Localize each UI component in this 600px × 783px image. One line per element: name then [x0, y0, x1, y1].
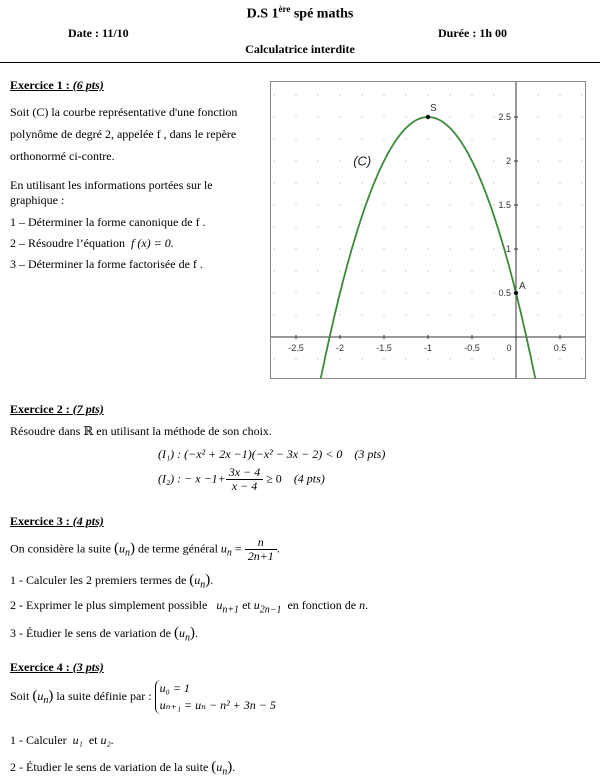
grid-dot	[361, 248, 362, 249]
grid-dot	[559, 94, 560, 95]
grid-dot	[361, 204, 362, 205]
grid-dot	[405, 138, 406, 139]
grid-dot	[339, 226, 340, 227]
grid-dot	[471, 248, 472, 249]
grid-dot	[559, 204, 560, 205]
grid-dot	[427, 160, 428, 161]
grid-dot	[295, 314, 296, 315]
grid-dot	[581, 248, 582, 249]
grid-dot	[471, 94, 472, 95]
grid-dot	[581, 182, 582, 183]
grid-dot	[493, 116, 494, 117]
grid-dot	[559, 292, 560, 293]
grid-dot	[383, 226, 384, 227]
grid-dot	[581, 116, 582, 117]
grid-dot	[427, 138, 428, 139]
grid-dot	[449, 248, 450, 249]
grid-dot	[295, 358, 296, 359]
grid-dot	[471, 314, 472, 315]
exercise-1-heading: Exercice 1 : (6 pts)	[10, 78, 104, 92]
function-graph	[270, 81, 586, 379]
grid-dot	[471, 226, 472, 227]
grid-dot	[383, 270, 384, 271]
grid-dot	[383, 116, 384, 117]
grid-dot	[581, 138, 582, 139]
grid-dot	[383, 138, 384, 139]
grid-dot	[559, 116, 560, 117]
grid-dot	[361, 270, 362, 271]
grid-dot	[405, 160, 406, 161]
grid-dot	[449, 314, 450, 315]
grid-dot	[581, 314, 582, 315]
grid-dot	[295, 204, 296, 205]
grid-dot	[427, 94, 428, 95]
grid-dot	[493, 248, 494, 249]
grid-dot	[449, 358, 450, 359]
grid-dot	[405, 204, 406, 205]
grid-dot	[339, 94, 340, 95]
grid-dot	[537, 204, 538, 205]
grid-dot	[317, 204, 318, 205]
grid-dot	[559, 138, 560, 139]
grid-dot	[405, 226, 406, 227]
grid-dot	[581, 204, 582, 205]
grid-dot	[427, 314, 428, 315]
grid-dot	[273, 204, 274, 205]
grid-dot	[383, 292, 384, 293]
header-divider	[0, 62, 600, 63]
grid-dot	[427, 226, 428, 227]
grid-dot	[471, 292, 472, 293]
grid-dot	[427, 358, 428, 359]
exercise-2-intro: Résoudre dans ℝ en utilisant la méthode de son choix.	[10, 424, 272, 438]
y-tick-label: 1.5	[498, 200, 511, 210]
exercise-2-heading: Exercice 2 : (7 pts)	[10, 402, 104, 416]
exercise-4-q1: 1 - Calculer u₁ et u₂.	[10, 733, 114, 747]
grid-dot	[537, 292, 538, 293]
grid-dot	[383, 204, 384, 205]
grid-dot	[273, 248, 274, 249]
grid-dot	[493, 94, 494, 95]
grid-dot	[537, 94, 538, 95]
grid-dot	[361, 314, 362, 315]
grid-dot	[449, 160, 450, 161]
x-tick-label: -1.5	[376, 343, 392, 353]
grid-dot	[317, 248, 318, 249]
grid-dot	[273, 94, 274, 95]
grid-dot	[581, 358, 582, 359]
exam-duration: Durée : 1h 00	[438, 26, 507, 40]
grid-dot	[339, 204, 340, 205]
grid-dot	[471, 358, 472, 359]
grid-dot	[273, 226, 274, 227]
grid-dot	[427, 204, 428, 205]
grid-dot	[273, 182, 274, 183]
grid-dot	[537, 270, 538, 271]
grid-dot	[361, 116, 362, 117]
grid-dot	[273, 138, 274, 139]
exercise-3-heading: Exercice 3 : (4 pts)	[10, 514, 104, 528]
grid-dot	[559, 226, 560, 227]
grid-dot	[449, 204, 450, 205]
page-title: D.S 1ère spé maths	[246, 4, 354, 22]
grid-dot	[295, 270, 296, 271]
grid-dot	[493, 226, 494, 227]
grid-dot	[273, 292, 274, 293]
inequality-1: (I₁) : (−x² + 2x −1)(−x² − 3x − 2) < 0 (3 pts)	[158, 447, 386, 461]
grid-dot	[537, 358, 538, 359]
grid-dot	[581, 226, 582, 227]
grid-dot	[383, 182, 384, 183]
y-tick-label: 0.5	[498, 288, 511, 298]
grid-dot	[361, 292, 362, 293]
grid-dot	[493, 182, 494, 183]
grid-dot	[449, 94, 450, 95]
grid-dot	[493, 358, 494, 359]
grid-dot	[493, 160, 494, 161]
x-tick-label: -2.5	[288, 343, 304, 353]
grid-dot	[295, 248, 296, 249]
grid-dot	[581, 160, 582, 161]
x-tick-label: 0	[506, 343, 512, 353]
grid-dot	[339, 270, 340, 271]
grid-dot	[581, 292, 582, 293]
grid-dot	[537, 138, 538, 139]
exercise-4-q2: 2 - Étudier le sens de variation de la suite $(u_n)$.	[10, 759, 236, 778]
exercise-3-q3: 3 - Étudier le sens de variation de $(u_n)$.	[10, 625, 198, 644]
grid-dot	[317, 314, 318, 315]
grid-dot	[361, 94, 362, 95]
curve-label: (C)	[353, 153, 372, 169]
calculator-note: Calculatrice interdite	[245, 42, 355, 56]
grid-dot	[295, 292, 296, 293]
grid-dot	[405, 94, 406, 95]
grid-dot	[471, 116, 472, 117]
grid-dot	[383, 248, 384, 249]
grid-dot	[295, 160, 296, 161]
grid-dot	[317, 138, 318, 139]
grid-dot	[339, 182, 340, 183]
grid-dot	[361, 358, 362, 359]
exercise-4-intro: Soit $(u_n)$ la suite définie par : u₀ = 1 uₙ₊₁ = uₙ − n² + 3n − 5	[10, 681, 276, 712]
grid-dot	[559, 358, 560, 359]
grid-dot	[405, 248, 406, 249]
x-tick-label: -0.5	[464, 343, 480, 353]
x-tick-label: -2	[335, 343, 345, 353]
grid-dot	[493, 204, 494, 205]
grid-dot	[295, 116, 296, 117]
grid-dot	[493, 138, 494, 139]
exercise-3-q2: 2 - Exprimer le plus simplement possible $u_{n+1}$ et $u_{2n-1}$ en fonction de n.	[10, 598, 369, 616]
grid-dot	[295, 182, 296, 183]
grid-dot	[427, 270, 428, 271]
exercise-1-text: Soit (C) la courbe représentative d'une fonction polynôme de degré 2, appelée f , dans le repère orthonormé ci-contre. En utilisant les informations portées sur le graphique : 1 – Déterminer la forme canonique de f . 2 – Résoudre l’équation f (x) = 0. 3 – Déterminer la forme factorisée de f .	[10, 105, 238, 271]
exam-date: Date : 11/10	[68, 26, 129, 40]
grid-dot	[273, 270, 274, 271]
grid-dot	[537, 226, 538, 227]
grid-dot	[405, 270, 406, 271]
graph-canvas	[271, 82, 585, 378]
grid-dot	[273, 116, 274, 117]
grid-dot	[361, 226, 362, 227]
point-a-marker	[514, 291, 518, 295]
grid-dot	[361, 138, 362, 139]
grid-dot	[471, 270, 472, 271]
grid-dot	[537, 160, 538, 161]
grid-dot	[493, 314, 494, 315]
grid-dot	[339, 358, 340, 359]
grid-dot	[537, 116, 538, 117]
y-tick-label: 2	[505, 156, 511, 166]
grid-dot	[449, 270, 450, 271]
grid-dot	[559, 314, 560, 315]
grid-dot	[449, 116, 450, 117]
point-s-label: S	[430, 103, 437, 114]
y-tick-label: 1	[505, 244, 511, 254]
grid-dot	[537, 182, 538, 183]
grid-dot	[471, 204, 472, 205]
grid-dot	[317, 226, 318, 227]
grid-dot	[273, 314, 274, 315]
grid-dot	[317, 160, 318, 161]
grid-dot	[493, 292, 494, 293]
grid-dot	[427, 248, 428, 249]
grid-dot	[559, 182, 560, 183]
grid-dot	[405, 116, 406, 117]
point-s-marker	[426, 115, 430, 119]
grid-dot	[427, 292, 428, 293]
grid-dot	[449, 292, 450, 293]
grid-dot	[427, 182, 428, 183]
grid-dot	[559, 160, 560, 161]
grid-dot	[273, 160, 274, 161]
grid-dot	[405, 314, 406, 315]
grid-dot	[449, 138, 450, 139]
grid-dot	[317, 116, 318, 117]
grid-dot	[383, 94, 384, 95]
grid-dot	[581, 270, 582, 271]
grid-dot	[471, 182, 472, 183]
grid-dot	[449, 226, 450, 227]
x-tick-label: 0.5	[553, 343, 567, 353]
grid-dot	[471, 138, 472, 139]
grid-dot	[449, 182, 450, 183]
grid-dot	[383, 314, 384, 315]
grid-dot	[317, 292, 318, 293]
grid-dot	[295, 94, 296, 95]
grid-dot	[581, 94, 582, 95]
grid-dot	[317, 270, 318, 271]
grid-dot	[339, 116, 340, 117]
grid-dot	[559, 248, 560, 249]
recurrence-system: u₀ = 1 uₙ₊₁ = uₙ − n² + 3n − 5	[155, 680, 276, 714]
grid-dot	[317, 94, 318, 95]
grid-dot	[339, 138, 340, 139]
exercise-3-q1: 1 - Calculer les 2 premiers termes de $(u_n)$.	[10, 572, 214, 591]
grid-dot	[273, 358, 274, 359]
grid-dot	[493, 270, 494, 271]
exercise-4-heading: Exercice 4 : (3 pts)	[10, 660, 104, 674]
grid-dot	[559, 270, 560, 271]
grid-dot	[295, 226, 296, 227]
grid-dot	[383, 358, 384, 359]
grid-dot	[317, 358, 318, 359]
exercise-3-intro: On considère la suite $(u_n)$ de terme général $u_n$ = $\frac{n}{2n+1}$ .	[10, 535, 280, 563]
grid-dot	[317, 182, 318, 183]
grid-dot	[295, 138, 296, 139]
grid-dot	[339, 314, 340, 315]
grid-dot	[537, 248, 538, 249]
grid-dot	[405, 292, 406, 293]
x-tick-label: -1	[423, 343, 433, 353]
grid-dot	[339, 248, 340, 249]
grid-dot	[361, 182, 362, 183]
point-a-label: A	[519, 281, 526, 292]
grid-dot	[537, 314, 538, 315]
grid-dot	[339, 160, 340, 161]
inequality-2: (I₂) : − x −1+ $\frac{3x - 4}{x - 4}$ ≥ 0 (4 pts)	[158, 465, 325, 493]
y-tick-label: 2.5	[498, 112, 511, 122]
grid-dot	[405, 358, 406, 359]
grid-dot	[405, 182, 406, 183]
